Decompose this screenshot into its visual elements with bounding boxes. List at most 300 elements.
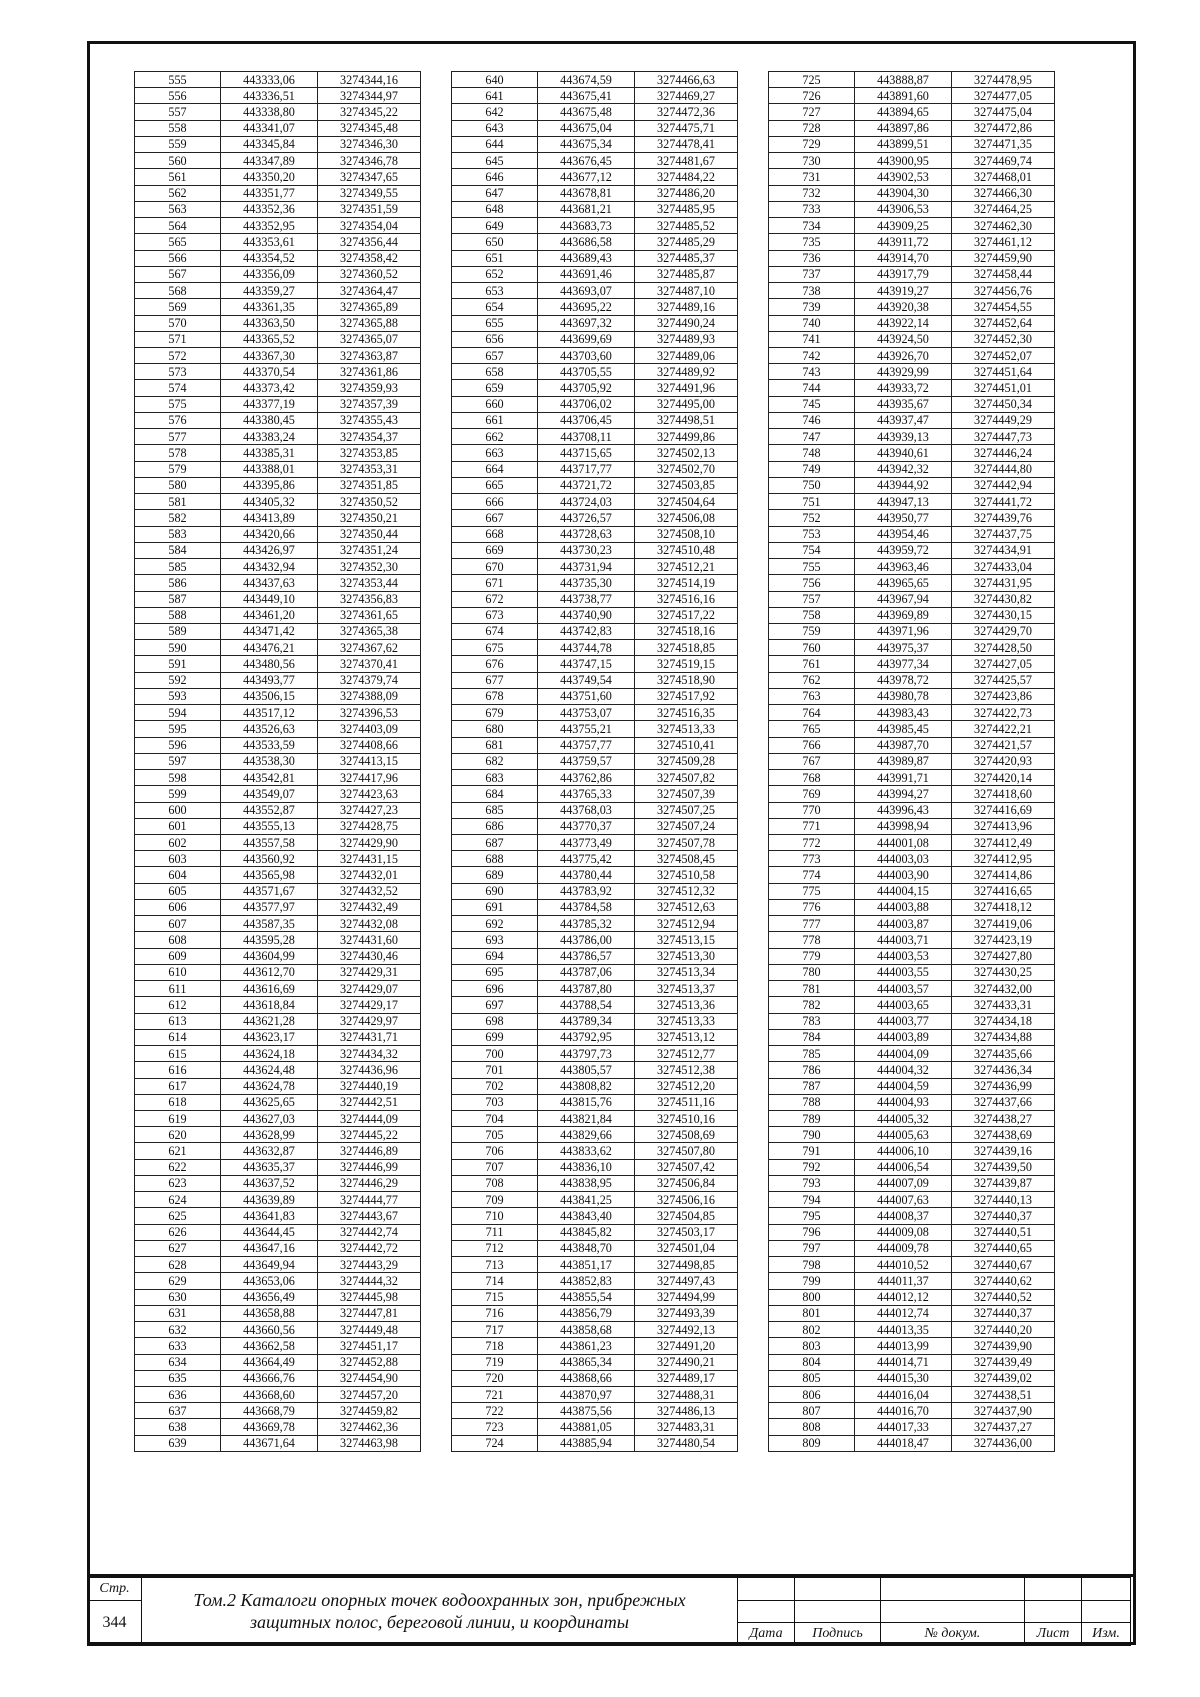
table-row	[769, 396, 1055, 412]
point-number: 576	[135, 412, 221, 428]
coord-x: 443480,56	[221, 656, 318, 672]
coord-x: 443604,99	[221, 948, 318, 964]
coord-y: 3274354,37	[318, 429, 421, 445]
coord-x: 443989,87	[855, 753, 952, 769]
point-number: 753	[769, 526, 855, 542]
coord-x: 443797,73	[538, 1046, 635, 1062]
coord-y: 3274512,21	[635, 559, 738, 575]
coord-x: 443649,94	[221, 1257, 318, 1273]
coord-x: 443664,49	[221, 1354, 318, 1370]
point-number: 629	[135, 1273, 221, 1289]
coord-y: 3274506,16	[635, 1192, 738, 1208]
table-row	[135, 1354, 421, 1370]
point-number: 721	[452, 1386, 538, 1402]
coord-y: 3274433,31	[952, 997, 1055, 1013]
table-row	[452, 688, 738, 704]
point-number: 634	[135, 1354, 221, 1370]
coord-x: 443753,07	[538, 705, 635, 721]
coord-x: 443627,03	[221, 1111, 318, 1127]
point-number: 653	[452, 283, 538, 299]
point-number: 712	[452, 1240, 538, 1256]
coord-y: 3274450,34	[952, 396, 1055, 412]
coord-y: 3274502,13	[635, 445, 738, 461]
point-number: 638	[135, 1419, 221, 1435]
point-number: 556	[135, 88, 221, 104]
point-number: 560	[135, 153, 221, 169]
coord-y: 3274437,66	[952, 1094, 1055, 1110]
table-row	[769, 445, 1055, 461]
coord-x: 443963,46	[855, 559, 952, 575]
document-title	[142, 1578, 738, 1646]
point-number: 713	[452, 1257, 538, 1273]
point-number: 697	[452, 997, 538, 1013]
point-number: 651	[452, 250, 538, 266]
table-row	[452, 786, 738, 802]
coord-y: 3274490,21	[635, 1354, 738, 1370]
table-row	[452, 153, 738, 169]
coord-y: 3274359,93	[318, 380, 421, 396]
point-number: 788	[769, 1094, 855, 1110]
coord-x: 443377,19	[221, 396, 318, 412]
table-row	[135, 1046, 421, 1062]
coord-x: 443717,77	[538, 461, 635, 477]
point-number: 715	[452, 1289, 538, 1305]
table-row	[769, 1175, 1055, 1191]
coord-y: 3274480,54	[635, 1435, 738, 1451]
table-row	[769, 1159, 1055, 1175]
coord-y: 3274441,72	[952, 494, 1055, 510]
coord-y: 3274440,67	[952, 1257, 1055, 1273]
point-number: 701	[452, 1062, 538, 1078]
table-row	[452, 559, 738, 575]
coord-x: 443792,95	[538, 1029, 635, 1045]
doc-number-label: № докум.	[881, 1623, 1025, 1646]
coord-x: 444006,54	[855, 1159, 952, 1175]
coord-x: 443373,42	[221, 380, 318, 396]
coord-x: 443773,49	[538, 835, 635, 851]
coord-x: 444005,63	[855, 1127, 952, 1143]
coord-x: 443881,05	[538, 1419, 635, 1435]
point-number: 665	[452, 477, 538, 493]
coord-x: 443965,65	[855, 575, 952, 591]
coord-x: 443838,95	[538, 1175, 635, 1191]
table-row	[135, 1013, 421, 1029]
coord-x: 443731,94	[538, 559, 635, 575]
coord-x: 444011,37	[855, 1273, 952, 1289]
table-row	[769, 1094, 1055, 1110]
coord-y: 3274489,06	[635, 347, 738, 363]
table-row	[452, 1338, 738, 1354]
point-number: 626	[135, 1224, 221, 1240]
point-number: 647	[452, 185, 538, 201]
table-row	[452, 1111, 738, 1127]
coord-x: 443552,87	[221, 802, 318, 818]
coord-x: 443950,77	[855, 510, 952, 526]
table-row	[769, 753, 1055, 769]
coord-y: 3274365,89	[318, 299, 421, 315]
table-row	[769, 120, 1055, 136]
point-number: 681	[452, 737, 538, 753]
coord-y: 3274481,67	[635, 153, 738, 169]
point-number: 563	[135, 201, 221, 217]
point-number: 652	[452, 266, 538, 282]
coord-x: 443706,45	[538, 412, 635, 428]
coord-y: 3274363,87	[318, 347, 421, 363]
coord-x: 443675,48	[538, 104, 635, 120]
coord-y: 3274440,52	[952, 1289, 1055, 1305]
coord-x: 443383,24	[221, 429, 318, 445]
point-number: 706	[452, 1143, 538, 1159]
point-number: 786	[769, 1062, 855, 1078]
coord-y: 3274429,90	[318, 835, 421, 851]
point-number: 555	[135, 72, 221, 88]
coord-y: 3274425,57	[952, 672, 1055, 688]
table-row	[452, 1419, 738, 1435]
point-number: 620	[135, 1127, 221, 1143]
coord-y: 3274489,92	[635, 364, 738, 380]
table-row	[135, 542, 421, 558]
point-number: 581	[135, 494, 221, 510]
coord-x: 443855,54	[538, 1289, 635, 1305]
point-number: 606	[135, 899, 221, 915]
table-row	[135, 1078, 421, 1094]
table-row	[135, 802, 421, 818]
coord-x: 443805,57	[538, 1062, 635, 1078]
coord-y: 3274367,62	[318, 640, 421, 656]
coord-x: 443612,70	[221, 964, 318, 980]
table-row	[135, 1435, 421, 1451]
title-block-table	[87, 1577, 1131, 1646]
point-number: 719	[452, 1354, 538, 1370]
table-row	[452, 1208, 738, 1224]
table-row	[135, 477, 421, 493]
point-number: 595	[135, 721, 221, 737]
coord-x: 443565,98	[221, 867, 318, 883]
table-row	[135, 932, 421, 948]
coord-x: 443848,70	[538, 1240, 635, 1256]
coord-x: 443347,89	[221, 153, 318, 169]
table-row	[135, 185, 421, 201]
coord-y: 3274517,92	[635, 688, 738, 704]
table-row	[135, 380, 421, 396]
coord-y: 3274445,22	[318, 1127, 421, 1143]
point-number: 657	[452, 347, 538, 363]
table-row	[452, 705, 738, 721]
coord-x: 443493,77	[221, 672, 318, 688]
coord-x: 443395,86	[221, 477, 318, 493]
point-number: 642	[452, 104, 538, 120]
point-number: 763	[769, 688, 855, 704]
coord-y: 3274420,14	[952, 770, 1055, 786]
coord-x: 443858,68	[538, 1322, 635, 1338]
point-number: 809	[769, 1435, 855, 1451]
point-number: 596	[135, 737, 221, 753]
point-number: 630	[135, 1289, 221, 1305]
point-number: 584	[135, 542, 221, 558]
table-row	[769, 1208, 1055, 1224]
coord-x: 443353,61	[221, 234, 318, 250]
table-row	[135, 1403, 421, 1419]
coord-x: 443929,99	[855, 364, 952, 380]
coord-x: 444007,63	[855, 1192, 952, 1208]
coord-y: 3274507,42	[635, 1159, 738, 1175]
coord-x: 443595,28	[221, 932, 318, 948]
coord-y: 3274489,17	[635, 1370, 738, 1386]
empty-cell	[1025, 1601, 1082, 1623]
coord-x: 443351,77	[221, 185, 318, 201]
point-number: 622	[135, 1159, 221, 1175]
coord-y: 3274494,99	[635, 1289, 738, 1305]
table-row	[769, 1013, 1055, 1029]
coord-x: 444001,08	[855, 835, 952, 851]
coord-y: 3274503,17	[635, 1224, 738, 1240]
coord-x: 443361,35	[221, 299, 318, 315]
point-number: 677	[452, 672, 538, 688]
coord-x: 443675,04	[538, 120, 635, 136]
table-row	[769, 1062, 1055, 1078]
coord-y: 3274518,90	[635, 672, 738, 688]
table-row	[135, 88, 421, 104]
table-row	[135, 1192, 421, 1208]
coord-x: 443780,44	[538, 867, 635, 883]
point-number: 724	[452, 1435, 538, 1451]
coord-x: 443624,18	[221, 1046, 318, 1062]
table-row	[769, 1370, 1055, 1386]
sheet-label: Лист	[1025, 1623, 1082, 1646]
point-number: 609	[135, 948, 221, 964]
coord-y: 3274408,66	[318, 737, 421, 753]
coord-x: 443747,15	[538, 656, 635, 672]
point-number: 743	[769, 364, 855, 380]
table-row	[769, 104, 1055, 120]
table-row	[135, 818, 421, 834]
coord-x: 444012,74	[855, 1305, 952, 1321]
coord-y: 3274357,39	[318, 396, 421, 412]
table-row	[769, 153, 1055, 169]
point-number: 582	[135, 510, 221, 526]
coord-y: 3274511,16	[635, 1094, 738, 1110]
point-number: 723	[452, 1419, 538, 1435]
coord-y: 3274345,48	[318, 120, 421, 136]
coord-y: 3274451,17	[318, 1338, 421, 1354]
coord-x: 443922,14	[855, 315, 952, 331]
point-number: 671	[452, 575, 538, 591]
point-number: 760	[769, 640, 855, 656]
coord-y: 3274440,62	[952, 1273, 1055, 1289]
signature-label: Подпись	[795, 1623, 881, 1646]
title-block	[87, 1574, 1136, 1645]
point-number: 747	[769, 429, 855, 445]
table-row	[452, 315, 738, 331]
coord-y: 3274472,86	[952, 120, 1055, 136]
point-number: 558	[135, 120, 221, 136]
table-row	[769, 964, 1055, 980]
point-number: 733	[769, 201, 855, 217]
table-row	[452, 932, 738, 948]
table-row	[769, 1046, 1055, 1062]
coord-y: 3274504,85	[635, 1208, 738, 1224]
point-number: 797	[769, 1240, 855, 1256]
coord-y: 3274431,15	[318, 851, 421, 867]
table-row	[769, 234, 1055, 250]
coord-y: 3274429,31	[318, 964, 421, 980]
coord-y: 3274468,01	[952, 169, 1055, 185]
point-number: 739	[769, 299, 855, 315]
point-number: 583	[135, 526, 221, 542]
table-row	[769, 185, 1055, 201]
table-row	[452, 802, 738, 818]
coord-y: 3274452,64	[952, 315, 1055, 331]
point-number: 807	[769, 1403, 855, 1419]
point-number: 692	[452, 916, 538, 932]
coord-y: 3274462,36	[318, 1419, 421, 1435]
coord-x: 443625,65	[221, 1094, 318, 1110]
point-number: 745	[769, 396, 855, 412]
point-number: 613	[135, 1013, 221, 1029]
table-row	[135, 964, 421, 980]
coord-x: 443944,92	[855, 477, 952, 493]
point-number: 789	[769, 1111, 855, 1127]
coord-y: 3274510,41	[635, 737, 738, 753]
table-row	[769, 1305, 1055, 1321]
point-number: 635	[135, 1370, 221, 1386]
table-row	[135, 1143, 421, 1159]
coord-x: 443674,59	[538, 72, 635, 88]
coord-y: 3274512,94	[635, 916, 738, 932]
table-row	[135, 364, 421, 380]
coord-x: 443935,67	[855, 396, 952, 412]
table-row	[135, 1322, 421, 1338]
coord-x: 443868,66	[538, 1370, 635, 1386]
coord-x: 443815,76	[538, 1094, 635, 1110]
coord-x: 443836,10	[538, 1159, 635, 1175]
coord-x: 443768,03	[538, 802, 635, 818]
point-number: 751	[769, 494, 855, 510]
table-row	[135, 1370, 421, 1386]
table-row	[452, 591, 738, 607]
point-number: 670	[452, 559, 538, 575]
point-number: 627	[135, 1240, 221, 1256]
point-number: 741	[769, 331, 855, 347]
coord-x: 443686,58	[538, 234, 635, 250]
point-number: 639	[135, 1435, 221, 1451]
coord-y: 3274419,06	[952, 916, 1055, 932]
coord-y: 3274430,82	[952, 591, 1055, 607]
point-number: 754	[769, 542, 855, 558]
coord-y: 3274451,64	[952, 364, 1055, 380]
point-number: 577	[135, 429, 221, 445]
coord-x: 443983,43	[855, 705, 952, 721]
coord-x: 443851,17	[538, 1257, 635, 1273]
table-row	[135, 315, 421, 331]
coord-y: 3274486,13	[635, 1403, 738, 1419]
coord-x: 443998,94	[855, 818, 952, 834]
point-number: 685	[452, 802, 538, 818]
coord-x: 443975,37	[855, 640, 952, 656]
coord-y: 3274422,21	[952, 721, 1055, 737]
point-number: 591	[135, 656, 221, 672]
point-number: 617	[135, 1078, 221, 1094]
table-row	[452, 364, 738, 380]
coord-x: 444017,33	[855, 1419, 952, 1435]
point-number: 702	[452, 1078, 538, 1094]
point-number: 717	[452, 1322, 538, 1338]
table-row	[135, 136, 421, 152]
table-row	[135, 851, 421, 867]
coord-y: 3274346,78	[318, 153, 421, 169]
coord-y: 3274416,65	[952, 883, 1055, 899]
coord-x: 444009,08	[855, 1224, 952, 1240]
coord-y: 3274501,04	[635, 1240, 738, 1256]
coord-x: 443621,28	[221, 1013, 318, 1029]
coord-x: 444004,09	[855, 1046, 952, 1062]
point-number: 784	[769, 1029, 855, 1045]
point-number: 731	[769, 169, 855, 185]
table-row	[135, 169, 421, 185]
coord-y: 3274509,28	[635, 753, 738, 769]
coord-x: 443740,90	[538, 607, 635, 623]
coord-x: 443557,58	[221, 835, 318, 851]
coord-x: 443755,21	[538, 721, 635, 737]
coord-x: 443744,78	[538, 640, 635, 656]
coord-y: 3274498,85	[635, 1257, 738, 1273]
coord-y: 3274347,65	[318, 169, 421, 185]
table-row	[135, 575, 421, 591]
coord-x: 443703,60	[538, 347, 635, 363]
table-row	[769, 494, 1055, 510]
coord-y: 3274423,63	[318, 786, 421, 802]
point-number: 673	[452, 607, 538, 623]
coord-y: 3274452,07	[952, 347, 1055, 363]
point-number: 766	[769, 737, 855, 753]
table-row	[769, 88, 1055, 104]
coord-y: 3274427,80	[952, 948, 1055, 964]
point-number: 775	[769, 883, 855, 899]
coord-y: 3274365,88	[318, 315, 421, 331]
coord-y: 3274430,25	[952, 964, 1055, 980]
coord-y: 3274446,89	[318, 1143, 421, 1159]
point-number: 699	[452, 1029, 538, 1045]
coord-y: 3274417,96	[318, 770, 421, 786]
coord-y: 3274358,42	[318, 250, 421, 266]
table-row	[769, 412, 1055, 428]
point-number: 645	[452, 153, 538, 169]
table-row	[452, 1175, 738, 1191]
coord-x: 443706,02	[538, 396, 635, 412]
point-number: 575	[135, 396, 221, 412]
table-row	[135, 770, 421, 786]
coord-y: 3274510,58	[635, 867, 738, 883]
point-number: 689	[452, 867, 538, 883]
table-row	[135, 266, 421, 282]
point-number: 776	[769, 899, 855, 915]
point-number: 720	[452, 1370, 538, 1386]
coord-x: 443639,89	[221, 1192, 318, 1208]
coord-x: 443333,06	[221, 72, 318, 88]
coord-y: 3274518,85	[635, 640, 738, 656]
coord-x: 443616,69	[221, 981, 318, 997]
coord-x: 444003,87	[855, 916, 952, 932]
coord-x: 443380,45	[221, 412, 318, 428]
coord-x: 443833,62	[538, 1143, 635, 1159]
coord-x: 443352,36	[221, 201, 318, 217]
coord-y: 3274518,16	[635, 623, 738, 639]
point-number: 780	[769, 964, 855, 980]
point-number: 737	[769, 266, 855, 282]
coord-y: 3274469,74	[952, 153, 1055, 169]
coord-x: 443533,59	[221, 737, 318, 753]
coord-y: 3274512,63	[635, 899, 738, 915]
